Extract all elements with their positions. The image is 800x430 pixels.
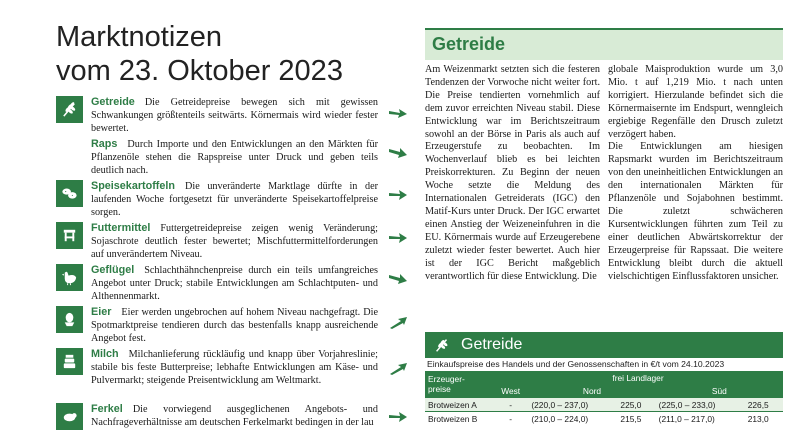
article-paragraph: globale Maisproduktion wurde um 3,0 Mio. t auf 1,219 Mio. t nach unten korrigiert. Hierzulande befindet sich die Körnermaisernte im Endspurt, wenngleich ergiebige Regenfälle den Drusch zuletzt verzögert haben.	[608, 64, 783, 140]
cell-nord-range: (210,0 – 224,0)	[528, 412, 617, 426]
wheat-icon	[56, 96, 83, 123]
notice-label: Eier	[91, 306, 112, 318]
notice-text	[91, 264, 378, 303]
cell-sued-avg: 226,5	[745, 398, 783, 412]
cell-product: Brotweizen A	[425, 398, 493, 412]
cell-west: -	[493, 412, 528, 426]
column-header-region: West	[493, 384, 528, 398]
notice-text	[91, 222, 378, 261]
notice-label: Geflügel	[91, 264, 135, 276]
cell-product: Brotweizen B	[425, 412, 493, 426]
article-paragraph: Die Entwicklungen am hiesigen Rapsmarkt wurden im Berichtszeitraum von den uneinheitlichen Entwicklungen an den internationalen Märkten für Pflanzenöle und Sojabohnen bestimmt. Die zuletzt schwächeren Kursentwicklungen führten zum Teil zu einer deutlichen Abwärtskorrektur der Erzeugerpreise für Rapssaat. Die weitere Entwicklung bleibt durch die aktuell vielschichtigen Einflussfaktoren unsicher.	[608, 141, 783, 282]
trend-down-icon	[388, 272, 408, 286]
trend-up-icon	[388, 362, 408, 376]
notice-text	[91, 96, 378, 135]
notice-label: Getreide	[91, 96, 135, 108]
trend-sideways-icon	[388, 231, 408, 245]
table-row	[425, 398, 783, 412]
piglet-icon	[56, 403, 83, 430]
feed-trough-icon	[56, 222, 83, 249]
table-header	[425, 332, 783, 358]
notice-label: Ferkel	[91, 403, 123, 415]
page-title-line2: vom 23. Oktober 2023	[56, 55, 343, 87]
wheat-icon	[433, 336, 451, 354]
column-header-producer	[425, 371, 493, 398]
column-header-region: Nord	[528, 384, 655, 398]
trend-sideways-icon	[388, 188, 408, 202]
table-header-row	[425, 371, 783, 384]
chicken-icon	[56, 264, 83, 291]
notice-text	[91, 306, 378, 345]
column-header-region: Süd	[656, 384, 783, 398]
notice-label: Speisekartoffeln	[91, 180, 176, 192]
cell-nord-range: (220,0 – 237,0)	[528, 398, 617, 412]
table-row	[425, 412, 783, 426]
notice-text	[91, 138, 378, 177]
page-title-line1: Marktnotizen	[56, 21, 223, 53]
section-title: Getreide	[432, 34, 506, 54]
rapeseed-icon	[56, 138, 83, 165]
notice-body: Eier werden ungebrochen auf hohem Niveau nachgefragt. Die Spotmarktpreise tendieren durch das bestenfalls knapp ausreichende Angebot fest.	[91, 307, 378, 344]
table-title: Getreide	[461, 336, 523, 353]
notice-body: Milchanlieferung rückläufig und knapp über Vorjahreslinie; stabile bis feste Butterpreise; lebhafte Entwicklungen am Käse- und Pulvermarkt; steigende Preisentwicklung am Weltmarkt.	[91, 349, 378, 386]
article-column-1: Am Weizenmarkt setzten sich die festeren Tendenzen der Vorwoche nicht weiter fort. Die Preise tendierten vornehmlich auf dem zuvor erreichten Niveau stabil. Diese Entwicklung war im Berichtszeitraum sowohl an der Börse in Paris als auch auf Erzeugerstufe zu beobachten. Im Wochenverlauf blieb es bei leichten Preiskorrekturen. Zu Beginn der neuen Woche setzte die Meldung des Internationalen Getreiderats (IGC) den Matif-Kurs unter Druck. Der IGC erwartet einen Anstieg der Weizeneinfuhren in die EU. Körnermais wurde auf Erzeugerebene zuletzt wieder fester bewertet. Auch hier ist der IGC Bericht maßgeblich verantwortlich für diese Entwicklung. Die	[425, 64, 600, 282]
cell-nord-avg: 215,5	[617, 412, 655, 426]
cell-sued-avg: 213,0	[745, 412, 783, 426]
section-header	[425, 28, 783, 60]
egg-icon	[56, 306, 83, 333]
notice-label: Raps	[91, 138, 118, 150]
cell-sued-range: (211,0 – 217,0)	[656, 412, 745, 426]
cell-west: -	[493, 398, 528, 412]
page-title	[56, 20, 396, 88]
milk-icon	[56, 348, 83, 375]
price-table	[425, 371, 783, 425]
potato-icon	[56, 180, 83, 207]
notice-body: Futtergetreidepreise zeigen wenig Veränderung; Sojaschrote deutlich fester bewertet; Mischfuttermittelforderungen auf unverändertem Niveau.	[91, 223, 378, 260]
table-caption: Einkaufspreise des Handels und der Genossenschaften in €/t vom 24.10.2023	[427, 359, 725, 369]
notice-body: Die unveränderte Marktlage dürfte in der laufenden Woche fortgesetzt für unveränderte Speisekartoffelpreise sorgen.	[91, 181, 378, 218]
notice-body: Die Getreidepreise bewegen sich mit gewissen Schwankungen größtenteils seitwärts. Körnermais wird wieder fester bewertet.	[91, 97, 378, 134]
trend-sideways-icon	[388, 410, 408, 424]
trend-up-icon	[388, 316, 408, 330]
notice-text	[91, 180, 378, 219]
notice-text	[91, 403, 378, 429]
notice-text	[91, 348, 378, 387]
cell-sued-range: (225,0 – 233,0)	[656, 398, 745, 412]
article-column-2	[608, 64, 783, 283]
notice-body: Durch Importe und den Entwicklungen an den Märkten für Pflanzenöle stehen die Rapspreise unter Druck und geben teils deutlich nach.	[91, 139, 378, 176]
notice-body: Die vorwiegend ausgeglichenen Angebots- und Nachfrageverhältnisse am deutschen Ferkelmarkt bedingen in der lau	[91, 404, 378, 428]
header-text: preise	[428, 384, 451, 394]
header-text: Erzeuger-	[428, 374, 465, 384]
column-group-header: frei Landlager	[493, 371, 783, 384]
notice-body: Schlachthähnchenpreise durch ein teils umfangreiches Angebot unter Druck; stabile Entwicklungen am Schlachtputen- und Althennenmarkt.	[91, 265, 378, 302]
notice-label: Futtermittel	[91, 222, 151, 234]
trend-sideways-icon	[388, 106, 408, 120]
cell-nord-avg: 225,0	[617, 398, 655, 412]
notice-label: Milch	[91, 348, 119, 360]
trend-down-icon	[388, 146, 408, 160]
